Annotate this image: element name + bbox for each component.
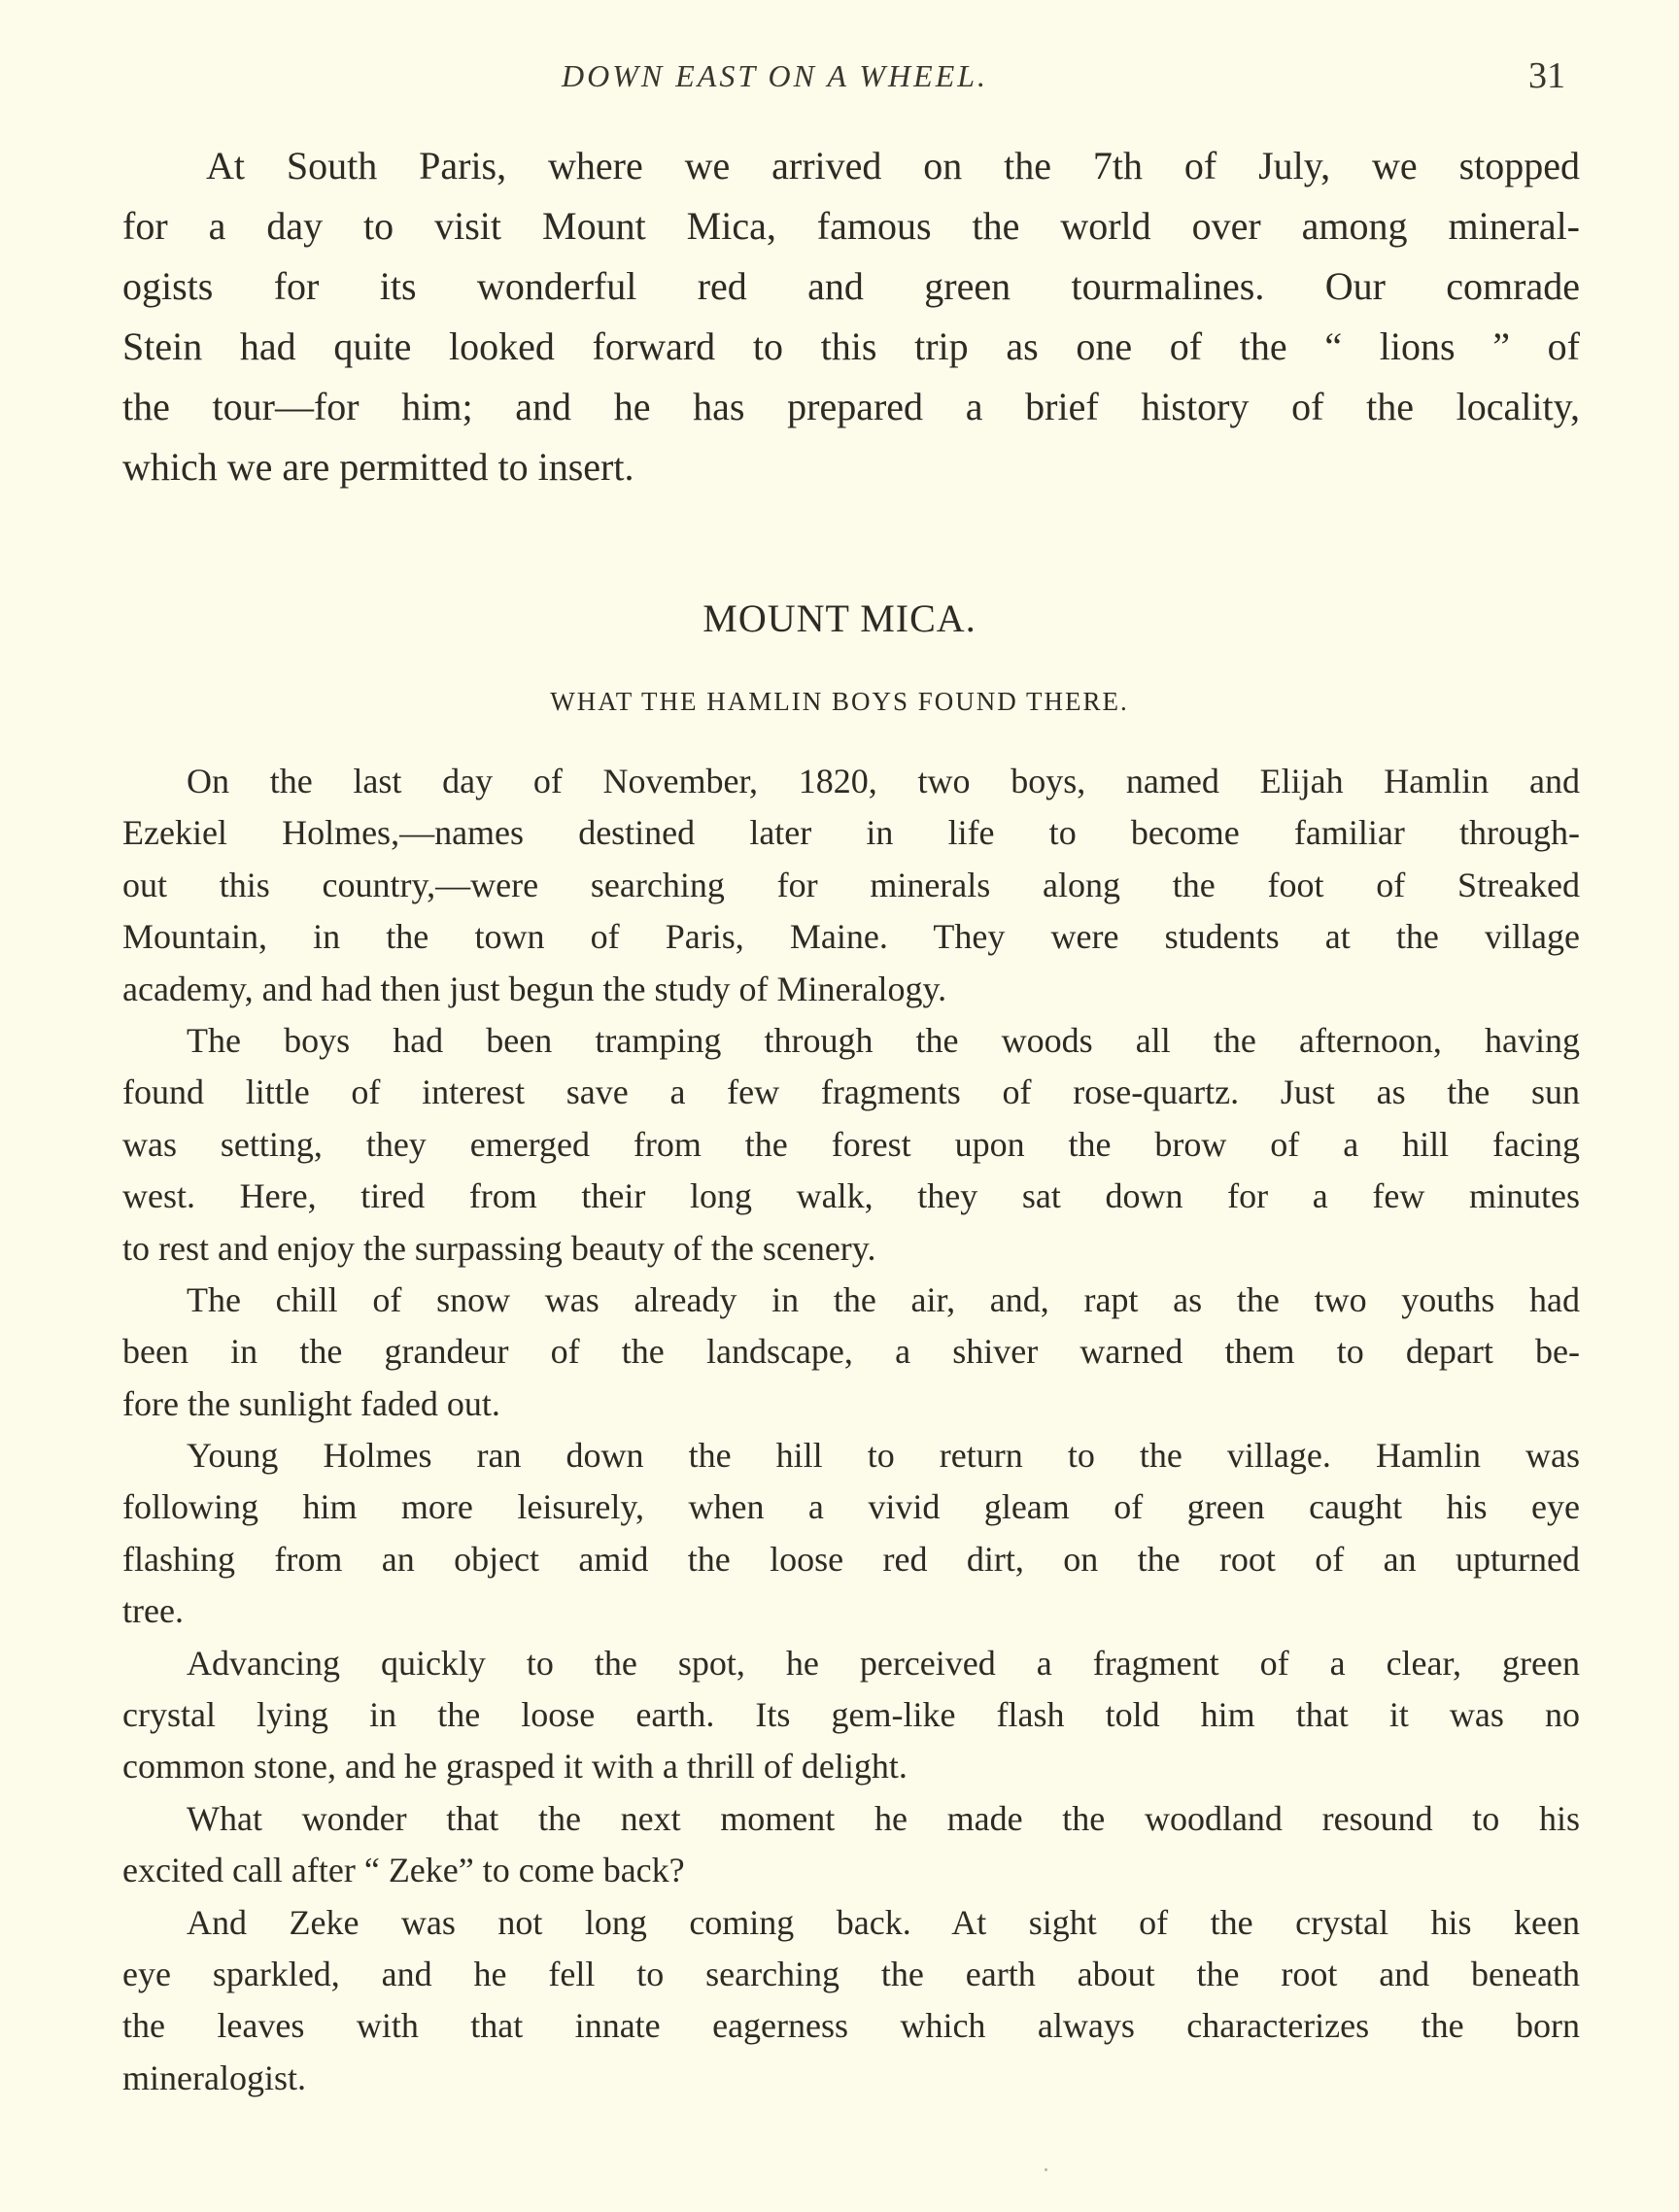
text-line: the leaves with that innate eagerness which always characterizes the born <box>122 2006 1580 2046</box>
intro-paragraph <box>122 136 1580 497</box>
text-line: Advancing quickly to the spot, he perceived a fragment of a clear, green <box>187 1643 1580 1683</box>
text-line: eye sparkled, and he fell to searching the earth about the root and beneath <box>122 1954 1580 1993</box>
running-title: DOWN EAST ON A WHEEL. <box>562 58 989 93</box>
text-line: Mountain, in the town of Paris, Maine. They were students at the village <box>122 917 1580 957</box>
page-number: 31 <box>1528 55 1565 96</box>
text-line: academy, and had then just begun the study of Mineralogy. <box>122 969 947 1008</box>
story-body <box>122 756 1580 2104</box>
text-line: fore the sunlight faded out. <box>122 1383 500 1423</box>
text-line: Young Holmes ran down the hill to return to the village. Hamlin was <box>187 1436 1580 1476</box>
section-title: MOUNT MICA. <box>702 596 977 640</box>
text-line: The chill of snow was already in the air, and, rapt as the two youths had <box>187 1279 1580 1319</box>
text-line: mineralogist. <box>122 2058 306 2097</box>
text-line: been in the grandeur of the landscape, a shiver warned them to depart be- <box>122 1332 1580 1372</box>
text-line: And Zeke was not long coming back. At sight of the crystal his keen <box>187 1902 1580 1942</box>
running-head <box>0 56 1679 105</box>
section-subtitle: WHAT THE HAMLIN BOYS FOUND THERE. <box>550 687 1129 716</box>
text-line: flashing from an object amid the loose red dirt, on the root of an upturned <box>122 1539 1580 1579</box>
paper-speck <box>1045 2168 1047 2171</box>
text-line: Ezekiel Holmes,—names destined later in life to become familiar through- <box>122 813 1580 853</box>
text-line: tree. <box>122 1591 184 1631</box>
text-line: for a day to visit Mount Mica, famous the world over among mineral- <box>122 204 1580 248</box>
text-line: which we are permitted to insert. <box>122 445 634 489</box>
text-line: Stein had quite looked forward to this trip as one of the “ lions ” of <box>122 324 1580 368</box>
text-line: to rest and enjoy the surpassing beauty of the scenery. <box>122 1228 876 1268</box>
text-line: ogists for its wonderful red and green tourmalines. Our comrade <box>122 264 1580 308</box>
text-line: the tour—for him; and he has prepared a brief history of the locality, <box>122 385 1580 428</box>
text-line: was setting, they emerged from the forest upon the brow of a hill facing <box>122 1124 1580 1164</box>
text-line: common stone, and he grasped it with a thrill of delight. <box>122 1747 908 1787</box>
text-line: The boys had been tramping through the woods all the afternoon, having <box>187 1020 1580 1060</box>
text-line: found little of interest save a few fragments of rose-quartz. Just as the sun <box>122 1072 1580 1112</box>
text-line: What wonder that the next moment he made the woodland resound to his <box>187 1798 1580 1838</box>
text-line: On the last day of November, 1820, two boys, named Elijah Hamlin and <box>187 762 1580 800</box>
text-line: crystal lying in the loose earth. Its gem-like flash told him that it was no <box>122 1695 1580 1735</box>
text-line: following him more leisurely, when a vivid gleam of green caught his eye <box>122 1487 1580 1527</box>
text-line: out this country,—were searching for minerals along the foot of Streaked <box>122 865 1580 904</box>
text-line: west. Here, tired from their long walk, they sat down for a few minutes <box>122 1176 1580 1216</box>
text-line: At South Paris, where we arrived on the 7th of July, we stopped <box>206 144 1580 187</box>
text-line: excited call after “ Zeke” to come back? <box>122 1851 685 1890</box>
